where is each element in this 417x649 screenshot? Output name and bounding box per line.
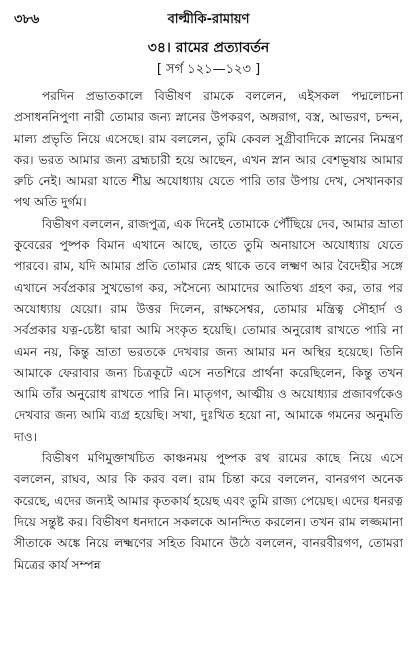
paragraph-1: পরদিন প্রভাতকালে বিভীষণ রামকে বললেন, এইসকল পদ্মলোচনা প্রসাধননিপুণা নারী তোমার জন্য স্নানের উপকরণ, অঙ্গরাগ, বস্ত্র, আভরণ, চন্দন, মাল্য প্রভৃতি নিয়ে এসেছে। রাম বললেন, তুমি কেবল সুগ্রীবাদিকে স্নানের নিমন্ত্রণ কর। ভরত আমার জন্য ব্রহ্মচারী হয়ে আছেন, এখন স্নান আর বেশভূষায় আমার রুচি নেই। আমরা যাতে শীঘ্র অযোধ্যায় যেতে পারি তার উপায় দেখ, সেখানকার পথ অতি দুর্গম। xyxy=(14,89,403,210)
paragraph-2: বিভীষণ বললেন, রাজপুত্র, এক দিনেই তোমাকে পৌঁছিয়ে দেব, আমার ভ্রাতা কুবেরের পুষ্পক বিমান এখানে আছে, তাতে তুমি অনায়াসে অযোধ্যায় যেতে পারবে। রাম, যদি আমার প্রতি তোমার স্নেহ থাকে তবে লক্ষ্মণ আর বৈদেহীর সঙ্গে এখানে সর্বপ্রকার সুখভোগ কর, সসৈন্যে আমাদের আতিথ্য গ্রহণ কর, তার পর অযোধ্যায় যেয়ো। রাম উত্তর দিলেন, রাক্ষসেশ্বর, তোমার মন্ত্রিত্ব সৌহার্দ ও সর্বপ্রকার যত্ন-চেষ্টা দ্বারা আমি সংকৃত হয়েছি। তোমার অনুরোধ রাখতে পারি না এমন নয়, কিন্তু ভ্রাতা ভরতকে দেখবার জন্য আমার মন অস্থির হয়েছে। তিনি আমাকে ফেরাবার জন্য চিত্রকূটে এসে নতশিরে প্রার্থনা করেছিলেন, কিন্তু তখন আমি তাঁর অনুরোধ রাখতে পারি নি। মাতৃগণ, আত্মীয় ও অযোধ্যার প্রজাবর্গকেও দেখবার জন্য আমি ব্যগ্র হয়েছি। সখা, দুঃখিত হয়ো না, আমাকে গমনের অনুমতি দাও। xyxy=(14,216,403,444)
body-text xyxy=(14,86,403,576)
sarga-range: [ সর্গ ১২১—১২৩ ] xyxy=(156,62,261,77)
chapter-title: ৩৪। রামের প্রত্যাবর্তন xyxy=(147,40,270,56)
page-header xyxy=(14,10,403,30)
page-number: ৩৮৬ xyxy=(14,12,40,27)
paragraph-3: বিভীষণ মণিমুক্তাখচিত কাঞ্চনময় পুষ্পক রথ রামের কাছে নিয়ে এসে বললেন, রাঘব, আর কি করব বল। রাম চিন্তা করে বললেন, বানরগণ অনেক করেছে, এদের জন্যই আমার কৃতকার্য হয়েছ এবং তুমি রাজ্য পেয়েছ। এদের ধনরত্ন দিয়ে সন্তুষ্ট কর। বিভীষণ ধনদানে সকলকে আনন্দিত করলেন। তখন রাম লজ্জমানা সীতাকে অঙ্কে নিয়ে লক্ষ্মণের সহিত বিমানে উঠে বললেন, বানরবীরগণ, তোমরা মিত্রের কার্য সম্পন্ন xyxy=(14,451,403,572)
running-title: বাল্মীকি-রামায়ণ xyxy=(167,12,250,27)
